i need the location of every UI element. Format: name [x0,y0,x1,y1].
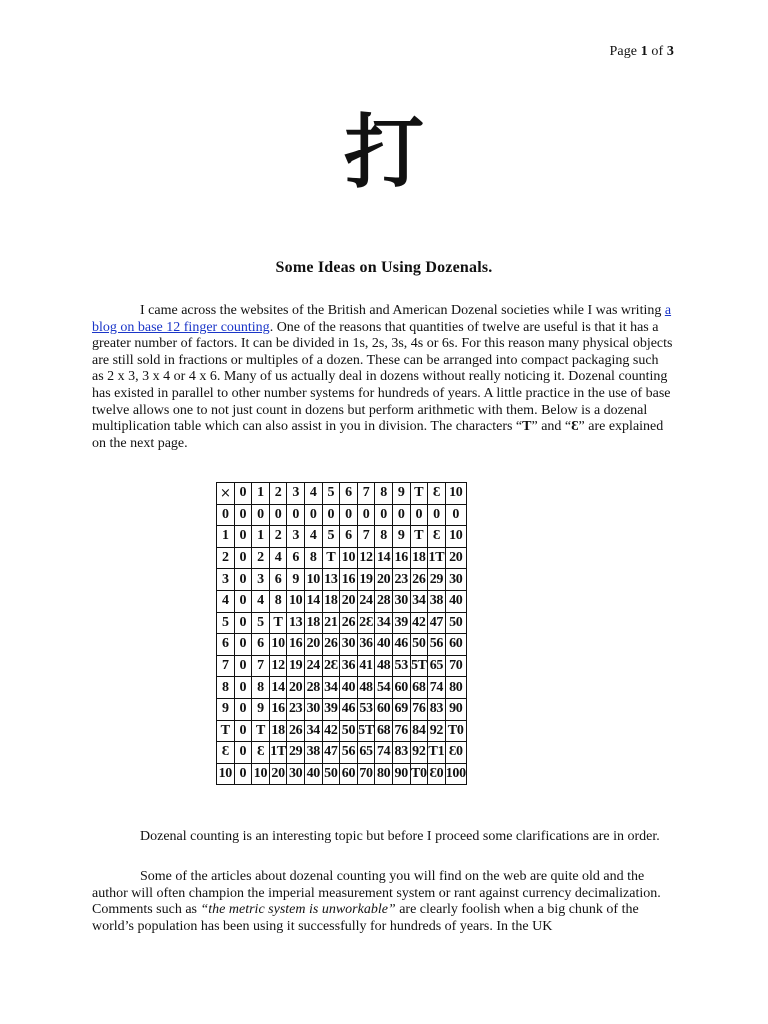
table-cell: Ƭ [252,720,270,742]
intro-text-between: ” and “ [531,419,572,435]
table-cell: 39 [392,612,410,634]
table-cell: 70 [357,763,375,785]
table-cell: 9 [392,526,410,548]
table-header-cell: 4 [304,483,322,505]
table-cell: 0 [234,504,252,526]
table-cell: 4 [252,590,270,612]
table-cell: 34 [304,720,322,742]
table-cell: 4 [304,526,322,548]
table-cell: 0 [304,504,322,526]
table-header-cell: 4 [217,590,235,612]
table-row [217,504,467,526]
table-cell: 68 [410,677,428,699]
table-header-cell: 3 [217,569,235,591]
table-cell: 20 [445,547,466,569]
table-cell: 68 [375,720,393,742]
table-cell: 3 [287,526,305,548]
table-header-cell: 10 [217,763,235,785]
table-cell: 56 [428,634,446,656]
page-total: 3 [666,44,674,59]
table-cell: 0 [375,504,393,526]
table-row [217,698,467,720]
blog-link[interactable]: a blog on base 12 finger counting [92,303,672,335]
table-cell: Ƭ1 [428,742,446,764]
table-cell: Ƭ [269,612,287,634]
table-cell: 16 [269,698,287,720]
table-cell: 29 [287,742,305,764]
table-cell: 65 [357,742,375,764]
chinese-character-glyph: 打 [344,106,424,199]
table-cell: 40 [340,677,358,699]
dozenal-multiplication-table [216,482,467,785]
table-cell: 6 [340,526,358,548]
table-cell: 47 [428,612,446,634]
table-cell: 40 [304,763,322,785]
table-cell: 10 [269,634,287,656]
table-cell: 16 [287,634,305,656]
table-cell: 18 [410,547,428,569]
table-cell: 20 [287,677,305,699]
table-cell: 76 [410,698,428,720]
table-header-cell: Ɛ [217,742,235,764]
table-cell: 12 [357,547,375,569]
page-current: 1 [640,44,648,59]
table-cell: 46 [340,698,358,720]
articles-text-before-quote: Some of the articles about dozenal counting you will find on the web are quite old and the author will often champion the imperial measurement system or rant against currency decimalization. Comments such as [92,869,661,918]
table-cell: 5 [252,612,270,634]
table-cell: 4 [269,547,287,569]
table-cell: 50 [322,763,340,785]
table-cell: 26 [410,569,428,591]
table-cell: 30 [340,634,358,656]
table-cell: 80 [445,677,466,699]
table-cell: 36 [340,655,358,677]
table-header-cell: 9 [217,698,235,720]
table-cell: 53 [357,698,375,720]
table-row [217,634,467,656]
table-cell: 23 [287,698,305,720]
table-header-cell: 5 [217,612,235,634]
table-cell: 34 [410,590,428,612]
table-cell: 70 [445,655,466,677]
table-cell: Ɛ [428,526,446,548]
table-cell: 0 [269,504,287,526]
table-cell: 0 [234,698,252,720]
table-cell: 10 [252,763,270,785]
table-cell: 0 [322,504,340,526]
table-cell: 0 [392,504,410,526]
table-cell: 28 [375,590,393,612]
articles-paragraph [92,869,673,935]
table-cell: 36 [357,634,375,656]
table-cell: 0 [234,612,252,634]
table-row [217,677,467,699]
table-cell: 0 [287,504,305,526]
table-header-cell: 1 [217,526,235,548]
table-cell: 0 [234,720,252,742]
table-cell: 13 [322,569,340,591]
table-cell: 23 [392,569,410,591]
table-header-cell: × [217,483,235,505]
table-cell: 14 [269,677,287,699]
intro-text-end: ” are explained on the next page. [92,419,664,451]
table-row [217,655,467,677]
table-cell: 34 [375,612,393,634]
page-prefix: Page [609,44,641,59]
table-header-cell: Ƭ [217,720,235,742]
table-header-cell: 6 [340,483,358,505]
table-cell: 8 [269,590,287,612]
table-cell: 53 [392,655,410,677]
table-cell: 16 [392,547,410,569]
table-cell: 5Ƭ [410,655,428,677]
table-cell: 2 [252,547,270,569]
table-cell: 19 [357,569,375,591]
table-cell: 48 [357,677,375,699]
table-cell: 50 [445,612,466,634]
table-cell: 1 [252,526,270,548]
table-cell: 60 [340,763,358,785]
page-number [610,44,675,60]
table-header-cell: Ƭ [410,483,428,505]
table-cell: 8 [375,526,393,548]
table-cell: 0 [234,655,252,677]
table-cell: 14 [304,590,322,612]
table-header-cell: 0 [234,483,252,505]
table-cell: 30 [287,763,305,785]
table-cell: 34 [322,677,340,699]
table-cell: Ɛ [252,742,270,764]
table-cell: 6 [269,569,287,591]
table-cell: 65 [428,655,446,677]
table-header-cell: 1 [252,483,270,505]
table-cell: 8 [304,547,322,569]
table-cell: 38 [428,590,446,612]
intro-text-before-link: I came across the websites of the British and American Dozenal societies while I was writing [140,303,665,318]
table-row [217,720,467,742]
table-cell: 18 [269,720,287,742]
table-cell: 47 [322,742,340,764]
table-header-cell: 2 [269,483,287,505]
table-cell: 56 [340,742,358,764]
table-header-cell: 6 [217,634,235,656]
table-row [217,612,467,634]
table-cell: Ƭ [322,547,340,569]
table-cell: 6 [287,547,305,569]
table-cell: 7 [252,655,270,677]
table-cell: 74 [428,677,446,699]
document-title: Some Ideas on Using Dozenals. [275,259,493,276]
table-header-cell: 7 [217,655,235,677]
table-cell: 0 [234,547,252,569]
table-cell: 92 [410,742,428,764]
table-cell: 0 [252,504,270,526]
table-cell: 0 [340,504,358,526]
table-cell: 0 [234,634,252,656]
table-cell: 50 [340,720,358,742]
table-cell: 2Ɛ [357,612,375,634]
table-cell: 28 [304,677,322,699]
table-cell: 7 [357,526,375,548]
table-cell: 19 [287,655,305,677]
table-cell: 80 [375,763,393,785]
table-cell: 0 [234,526,252,548]
table-header-cell: 2 [217,547,235,569]
table-cell: 9 [252,698,270,720]
table-cell: 41 [357,655,375,677]
table-row [217,526,467,548]
table-cell: 0 [410,504,428,526]
table-header-cell: 3 [287,483,305,505]
table-header-cell: 7 [357,483,375,505]
table-cell: 26 [340,612,358,634]
table-cell: 1Ƭ [428,547,446,569]
table-header-cell: 5 [322,483,340,505]
table-header-cell: 0 [217,504,235,526]
table-cell: 16 [340,569,358,591]
articles-text-after-quote: are clearly foolish when a big chunk of the world’s population has been using it successfully for hundreds of years. In the UK [92,902,639,934]
table-row [217,742,467,764]
table-cell: 5Ƭ [357,720,375,742]
table-cell: 20 [304,634,322,656]
table-cell: 42 [322,720,340,742]
table-cell: 74 [375,742,393,764]
table-header-cell: 8 [217,677,235,699]
table-cell: 20 [340,590,358,612]
table-cell: 50 [410,634,428,656]
table-cell: 38 [304,742,322,764]
table-header-cell: 10 [445,483,466,505]
table-cell: 26 [287,720,305,742]
table-header-cell: 9 [392,483,410,505]
table-cell: 60 [445,634,466,656]
table-cell: 10 [340,547,358,569]
table-cell: 69 [392,698,410,720]
table-cell: 13 [287,612,305,634]
table-cell: 83 [392,742,410,764]
table-header-cell: 8 [375,483,393,505]
table-cell: 2 [269,526,287,548]
table-cell: Ɛ0 [445,742,466,764]
table-cell: Ƭ0 [410,763,428,785]
metric-quote: “the metric system is unworkable” [200,902,396,918]
table-cell: Ƭ [410,526,428,548]
table-cell: 26 [322,634,340,656]
table-cell: 30 [445,569,466,591]
table-cell: 39 [322,698,340,720]
table-cell: 0 [428,504,446,526]
table-cell: 0 [234,763,252,785]
table-cell: 0 [234,569,252,591]
table-cell: 90 [445,698,466,720]
table-cell: 9 [287,569,305,591]
table-cell: 5 [322,526,340,548]
table-row [217,483,467,505]
table-cell: Ƭ0 [445,720,466,742]
table-cell: 14 [375,547,393,569]
intro-text-after-link: . One of the reasons that quantities of twelve are useful is that it has a greater number of factors. It can be divided in 1s, 2s, 3s, 4s or 6s. For this reason many physical objects are still sold in fractions or multiples of a dozen. These can be arranged into compact packaging such as 2 x 3, 3 x 4 or 4 x 6. Many of us actually deal in dozens without really noticing it. Dozenal counting has existed in parallel to other number systems for hundreds of years. A little practice in the use of base twelve allows one to not just count in dozens but perform arithmetic with them. Below is a dozenal multiplication table which can also assist in you in division. The characters “ [92,319,673,435]
table-cell: 0 [234,742,252,764]
page-middle: of [647,44,667,59]
table-cell: 0 [357,504,375,526]
table-cell: 100 [445,763,466,785]
table-cell: 18 [304,612,322,634]
table-cell: 0 [445,504,466,526]
table-cell: 20 [269,763,287,785]
char-ten: Ƭ [522,419,532,435]
table-cell: 76 [392,720,410,742]
table-cell: 0 [234,590,252,612]
table-cell: 42 [410,612,428,634]
table-cell: 3 [252,569,270,591]
clarification-paragraph: Dozenal counting is an interesting topic but before I proceed some clarifications are in order. [140,829,660,844]
table-cell: 6 [252,634,270,656]
table-cell: 30 [392,590,410,612]
intro-paragraph [92,303,673,452]
table-cell: 8 [252,677,270,699]
table-cell: 21 [322,612,340,634]
table-cell: Ɛ0 [428,763,446,785]
table-cell: 84 [410,720,428,742]
table-cell: 30 [304,698,322,720]
table-cell: 12 [269,655,287,677]
table-row [217,590,467,612]
table-cell: 60 [375,698,393,720]
table-cell: 92 [428,720,446,742]
table-cell: 10 [304,569,322,591]
table-row [217,763,467,785]
table-cell: 10 [287,590,305,612]
table-cell: 54 [375,677,393,699]
table-cell: 46 [392,634,410,656]
table-cell: 1Ƭ [269,742,287,764]
table-cell: 2Ɛ [322,655,340,677]
table-row [217,569,467,591]
table-cell: 40 [445,590,466,612]
table-cell: 90 [392,763,410,785]
table-cell: 29 [428,569,446,591]
table-header-cell: Ɛ [428,483,446,505]
table-cell: 20 [375,569,393,591]
table-row [217,547,467,569]
table-cell: 40 [375,634,393,656]
table-cell: 0 [234,677,252,699]
char-eleven: Ɛ [571,419,579,435]
table-cell: 24 [357,590,375,612]
table-cell: 83 [428,698,446,720]
table-cell: 10 [445,526,466,548]
table-cell: 48 [375,655,393,677]
table-cell: 60 [392,677,410,699]
table-cell: 18 [322,590,340,612]
table-cell: 24 [304,655,322,677]
